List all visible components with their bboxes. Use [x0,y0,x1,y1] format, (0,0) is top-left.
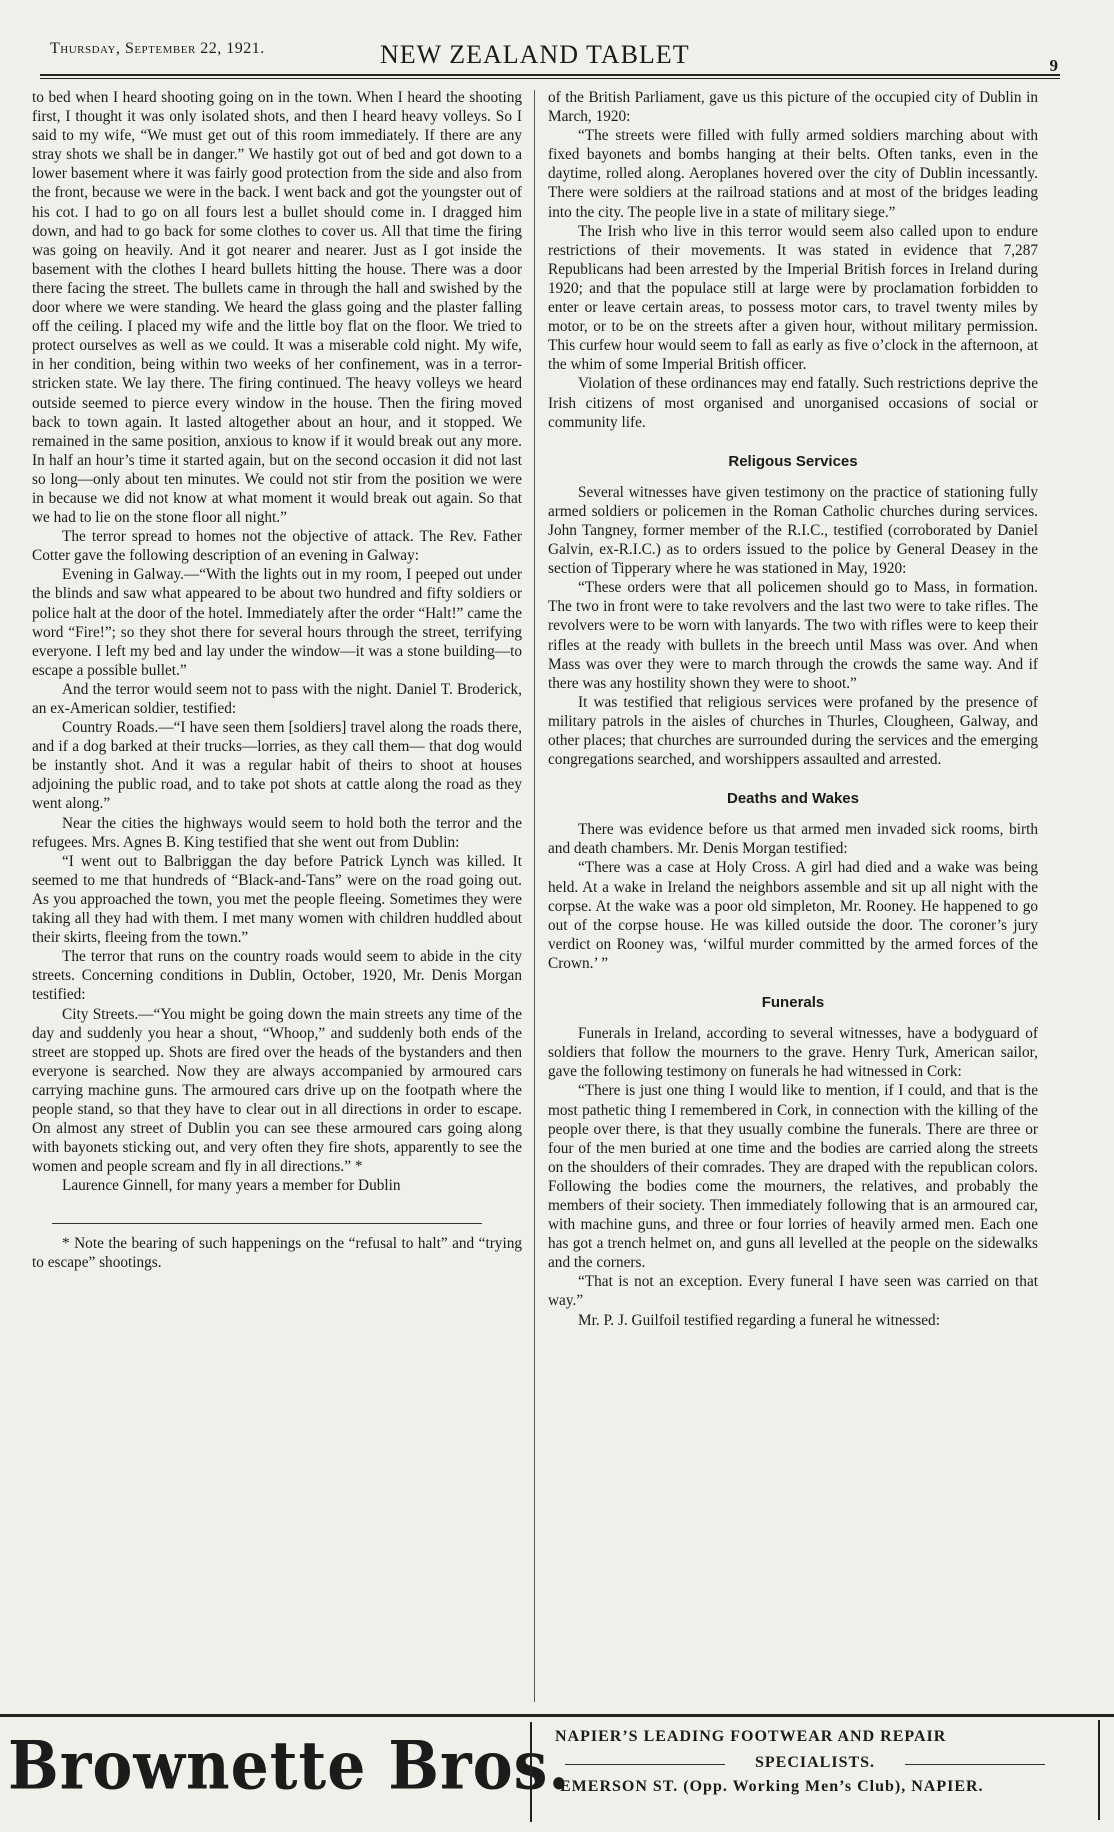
advertiser-brand: Brownette Bros. [8,1728,571,1805]
issue-date: Thursday, September 22, 1921. [50,40,265,57]
masthead [40,30,1060,80]
article-paragraph: There was evidence before us that armed men invaded sick rooms, birth and death chambers. Mr. Denis Morgan testified: [548,821,1038,858]
masthead-rule-thin [40,78,1060,79]
article-paragraph: And the terror would seem not to pass with the night. Daniel T. Broderick, an ex-American soldier, testified: [32,680,522,717]
section-heading-deaths-and-wakes: Deaths and Wakes [727,790,859,808]
advertisement-rule [0,1714,1114,1717]
article-paragraph: The terror spread to homes not the objective of attack. The Rev. Father Cotter gave the following description of an evening in Galway: [32,528,522,565]
section-heading-funerals: Funerals [761,994,825,1012]
quote-paragraph: “That is not an exception. Every funeral I have seen was carried on that way.” [548,1273,1038,1310]
article-paragraph: of the British Parliament, gave us this picture of the occupied city of Dublin in March, 1920: [548,89,1038,126]
page-number: 9 [1049,56,1058,75]
quote-paragraph: “The streets were filled with fully armed soldiers marching about with fixed bayonets and bombs hanging at their belts. Often tanks, even in the daytime, rolled along. Aeroplanes hovered over the city of Dublin incessantly. There were soldiers at the railroad stations and at most of the bridges leading into the city. The people live in a state of military siege.” [548,127,1038,221]
footnote-divider [52,1223,482,1224]
quote-paragraph: City Streets.—“You might be going down the main streets any time of the day and suddenly you hear a shout, “Whoop,” and suddenly both ends of the street are stopped up. Shots are fired over the heads of the bystanders and then everyone is searched. Now they are always accompanied by armoured cars carrying machine guns. The armoured cars drive up on the footpath where the people stand, so that they have to clear out in all directions in order to escape. On almost any street of Dublin you can see these armoured cars going along with bayonets sticking out, and very often they fire shots, apparently to see the women and people scream and fly in all directions.” * [32,1005,522,1176]
advertisement-address: EMERSON ST. (Opp. Working Men’s Club), NAPIER. [560,1778,984,1795]
article-paragraph: It was testified that religious services were profaned by the presence of military patrols in the aisles of churches in Thurles, Clougheen, Galway, and other places; that churches are surrounded during the services and the emerging congregations searched, and worshippers assaulted and arrested. [548,693,1038,769]
article-paragraph: Several witnesses have given testimony on the practice of stationing fully armed soldiers or policemen in the Roman Catholic churches during services. John Tangney, former member of the R.I.C., testified (corroborated by Daniel Galvin, ex-R.I.C.) as to orders issued to the police by General Deasey in the section of Tipperary where he was stationed in May, 1920: [548,483,1038,578]
advertisement-dash [565,1764,725,1765]
newspaper-title: NEW ZEALAND TABLET [380,40,690,69]
article-paragraph: Mr. P. J. Guilfoil testified regarding a funeral he witnessed: [578,1311,940,1329]
quote-paragraph: Country Roads.—“I have seen them [soldiers] travel along the roads there, and if a dog barked at their trucks—lorries, as they call them— that dog would be instantly shot. And it was a regular habit of theirs to shoot at houses adjoining the public road, and to take pot shots at cattle along the road as they went along.” [32,719,522,813]
article-paragraph: Laurence Ginnell, for many years a member for Dublin [62,1177,401,1195]
column-divider [534,90,535,1702]
advertisement-tagline: NAPIER’S LEADING FOOTWEAR AND REPAIR [555,1728,947,1745]
article-paragraph: Funerals in Ireland, according to several witnesses, have a bodyguard of soldiers that follow the mourners to the grave. Henry Turk, American sailor, gave the following testimony on funerals he had witnessed in Cork: [548,1025,1038,1081]
footnote: * Note the bearing of such happenings on the “refusal to halt” and “trying to escape” shootings. [32,1235,522,1272]
quote-paragraph: “I went out to Balbriggan the day before Patrick Lynch was killed. It seemed to me that hundreds of “Black-and-Tans” were on the road going out. As you approached the town, you met the people fleeing. Sometimes they were taking all they had with them. I met many women with children huddled about their skirts, fleeing from the town.” [32,852,522,947]
advertisement-bar [0,1710,1114,1832]
right-column [548,88,1038,1718]
advertisement-edge-rule [1098,1720,1100,1820]
advertisement-specialists: SPECIALISTS. [755,1754,876,1771]
advertisement-dash [905,1764,1045,1765]
left-column [32,88,522,1708]
article-paragraph: to bed when I heard shooting going on in the town. When I heard the shooting first, I thought it was only isolated shots, and then I heard heavy volleys. So I said to my wife, “We must get out of this room immediately. If there are any stray shots we shall be in danger.” We hastily got out of bed and got down to a lower basement where it was fairly good protection from the side and also from the front, because we were in the back. I went back and got the youngster out of his cot. I had to go on all fours lest a bullet should come in. I dragged him down, and had to go back for some clothes to cover us. All that time the firing was going on heavily. And it got nearer and nearer. Just as I got inside the basement with the clothes I heard bullets hitting the house. There was a door there facing the street. The bullets came in through the hall and swished by the door where we were standing. We heard the glass going and the plaster falling off the ceiling. I placed my wife and the little boy flat on the floor. We tried to protect ourselves as well as we could. It was a miserable cold night. My wife, in her condition, being within two weeks of her confinement, was in a terror-stricken state. We lay there. The firing continued. The heavy volleys we heard outside seemed to pierce every window in the house. Then the firing moved back to town again. It lasted altogether about an hour, and it stopped. We remained in the same position, anxious to know if it would break out any more. In half an hour’s time it started again, but on the second occasion it did not last so long—only about ten minutes. We could not stir from the position we were in because we did not know at what moment it would break out again. So that we had to lie on the stone floor all night.” [32,89,522,527]
article-paragraph: Near the cities the highways would seem to hold both the terror and the refugees. Mrs. Agnes B. King testified that she went out from Dublin: [32,814,522,851]
quote-paragraph: “There was a case at Holy Cross. A girl had died and a wake was being held. At a wake in Ireland the neighbors assemble and sit up all night with the corpse. At the wake was a poor old simpleton, Mr. Rooney. He happened to go out of the corpse house. He was killed outside the door. The coroner’s jury verdict on Rooney was, ‘wilful murder committed by the armed forces of the Crown.’ ” [548,859,1038,972]
quote-paragraph: “There is just one thing I would like to mention, if I could, and that is the most pathetic thing I remembered in Cork, in connection with the killing of the people over there, is that they usually combine the funerals. There are three or four of the men buried at one time and the bodies are carried along the streets on the shoulders of their comrades. They are draped with the republican colors. Following the bodies come the mourners, the relatives, and probably the members of their society. Then immediately following that is an armoured car, with machine guns, and three or four lorries of heavily armed men. Each one has got a trench helmet on, and guns all levelled at the people on the sidewalks and the corners. [548,1082,1038,1272]
quote-paragraph: Evening in Galway.—“With the lights out in my room, I peeped out under the blinds and saw what appeared to be about two hundred and fifty soldiers or police halt at the door of the hotel. Immediately after the order “Halt!” came the word “Fire!”; so they shot there for several hours through the street, terrifying everyone. I left my bed and lay under the window—it was a stone building—to escape a possible bullet.” [32,566,522,679]
article-paragraph: The terror that runs on the country roads would seem to abide in the city streets. Concerning conditions in Dublin, October, 1920, Mr. Denis Morgan testified: [32,948,522,1004]
article-paragraph: The Irish who live in this terror would seem also called upon to endure restrictions of their movements. It was stated in evidence that 7,287 Republicans had been arrested by the Imperial British forces in Ireland during 1920; and that the populace still at large were by proclamation forbidden to enter or leave certain areas, to possess motor cars, to travel twenty miles by motor, or to be on the streets after a given hour, without military permission. This curfew hour would seem to fall as early as five o’clock in the afternoon, at the whim of some Imperial British officer. [548,222,1038,374]
masthead-rule [40,74,1060,76]
article-paragraph: Violation of these ordinances may end fatally. Such restrictions deprive the Irish citizens of most organised and unorganised occasions of social or community life. [548,375,1038,431]
advertisement-separator [530,1722,532,1822]
quote-paragraph: “These orders were that all policemen should go to Mass, in formation. The two in front were to take revolvers and the last two were to take rifles. The revolvers were to be worn with lanyards. The two with rifles were to keep their rifles at the ready with bullets in the breech until Mass was over. And when Mass was over they were to march through the crowds the same way. And if there was any hostility shown they were to shoot.” [548,579,1038,692]
section-heading-religious-services: Religous Services [728,452,858,470]
